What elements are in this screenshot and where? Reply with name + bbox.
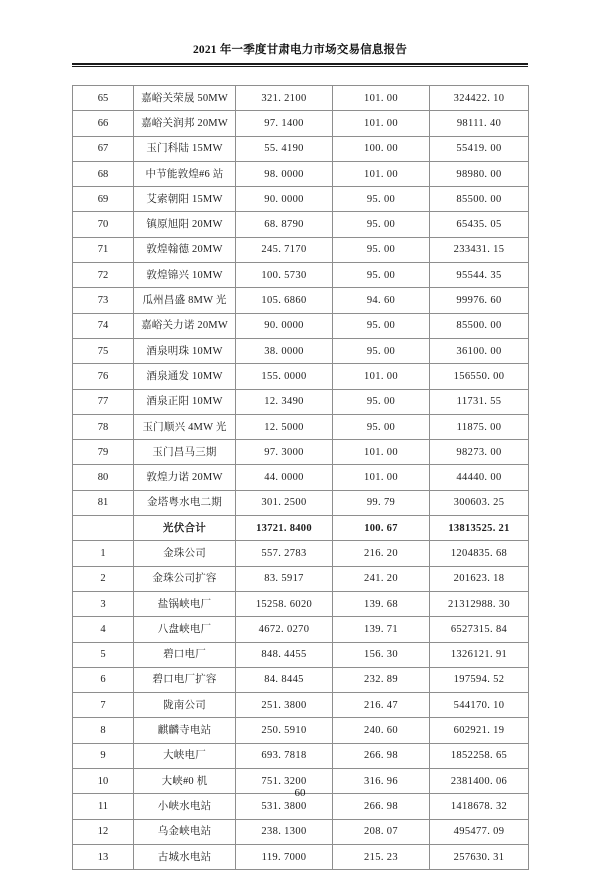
page-number: 60 [294,787,306,799]
cell-name: 光伏合计 [134,516,236,541]
cell-name: 金珠公司扩容 [134,566,236,591]
cell-index: 3 [73,591,134,616]
cell-price: 95. 00 [333,338,430,363]
cell-amount: 1852258. 65 [430,743,529,768]
cell-price: 101. 00 [333,364,430,389]
cell-quantity: 250. 5910 [236,718,333,743]
table-row [73,819,529,844]
cell-index: 77 [73,389,134,414]
cell-index: 13 [73,844,134,869]
cell-amount: 2381400. 06 [430,769,529,794]
cell-quantity: 84. 8445 [236,667,333,692]
cell-quantity: 531. 3800 [236,794,333,819]
cell-quantity: 693. 7818 [236,743,333,768]
table-row [73,288,529,313]
cell-quantity: 44. 0000 [236,465,333,490]
cell-index: 10 [73,769,134,794]
cell-price: 139. 71 [333,617,430,642]
cell-name: 古城水电站 [134,844,236,869]
table-row [73,591,529,616]
cell-name: 玉门昌马三期 [134,440,236,465]
cell-amount: 300603. 25 [430,490,529,515]
data-table-container [72,85,528,870]
cell-name: 中节能敦煌#6 站 [134,161,236,186]
cell-quantity: 751. 3200 [236,769,333,794]
cell-price: 101. 00 [333,440,430,465]
table-row [73,364,529,389]
cell-name: 嘉峪关荣晟 50MW [134,86,236,111]
table-row [73,86,529,111]
cell-index: 5 [73,642,134,667]
cell-price: 101. 00 [333,111,430,136]
table-row [73,212,529,237]
cell-amount: 1418678. 32 [430,794,529,819]
table-row [73,313,529,338]
cell-name: 金塔粤水电二期 [134,490,236,515]
cell-price: 94. 60 [333,288,430,313]
cell-index: 74 [73,313,134,338]
cell-price: 216. 47 [333,693,430,718]
cell-name: 大峡#0 机 [134,769,236,794]
cell-price: 95. 00 [333,187,430,212]
cell-price: 139. 68 [333,591,430,616]
cell-quantity: 90. 0000 [236,187,333,212]
table-row [73,187,529,212]
cell-index: 70 [73,212,134,237]
cell-price: 241. 20 [333,566,430,591]
cell-quantity: 97. 3000 [236,440,333,465]
cell-name: 乌金峡电站 [134,819,236,844]
cell-quantity: 321. 2100 [236,86,333,111]
cell-amount: 11875. 00 [430,414,529,439]
cell-quantity: 301. 2500 [236,490,333,515]
cell-index: 6 [73,667,134,692]
cell-amount: 98111. 40 [430,111,529,136]
table-row [73,414,529,439]
cell-quantity: 38. 0000 [236,338,333,363]
cell-name: 敦煌力诺 20MW [134,465,236,490]
cell-price: 316. 96 [333,769,430,794]
cell-quantity: 557. 2783 [236,541,333,566]
cell-price: 95. 00 [333,237,430,262]
cell-name: 酒泉明珠 10MW [134,338,236,363]
cell-index: 72 [73,263,134,288]
table-row [73,136,529,161]
table-row [73,338,529,363]
cell-amount: 98980. 00 [430,161,529,186]
cell-index [73,516,134,541]
cell-amount: 13813525. 21 [430,516,529,541]
cell-name: 陇南公司 [134,693,236,718]
cell-quantity: 55. 4190 [236,136,333,161]
cell-price: 208. 07 [333,819,430,844]
cell-name: 八盘峡电厂 [134,617,236,642]
cell-amount: 98273. 00 [430,440,529,465]
cell-amount: 602921. 19 [430,718,529,743]
cell-index: 4 [73,617,134,642]
cell-amount: 324422. 10 [430,86,529,111]
cell-index: 11 [73,794,134,819]
cell-name: 镇原旭阳 20MW [134,212,236,237]
cell-index: 66 [73,111,134,136]
cell-quantity: 12. 5000 [236,414,333,439]
cell-quantity: 68. 8790 [236,212,333,237]
cell-index: 79 [73,440,134,465]
cell-name: 盐锅峡电厂 [134,591,236,616]
cell-quantity: 98. 0000 [236,161,333,186]
cell-quantity: 251. 3800 [236,693,333,718]
cell-name: 瓜州昌盛 8MW 光 [134,288,236,313]
cell-price: 101. 00 [333,86,430,111]
header-rule-thick [72,63,528,65]
table-row [73,693,529,718]
cell-price: 95. 00 [333,263,430,288]
cell-quantity: 245. 7170 [236,237,333,262]
header-rule-thin [72,66,528,67]
cell-index: 81 [73,490,134,515]
cell-price: 101. 00 [333,161,430,186]
table-row [73,111,529,136]
cell-name: 酒泉正阳 10MW [134,389,236,414]
cell-name: 敦煌翰德 20MW [134,237,236,262]
cell-price: 95. 00 [333,414,430,439]
table-row [73,617,529,642]
cell-amount: 95544. 35 [430,263,529,288]
cell-amount: 11731. 55 [430,389,529,414]
table-row [73,161,529,186]
cell-amount: 156550. 00 [430,364,529,389]
cell-quantity: 15258. 6020 [236,591,333,616]
cell-price: 99. 79 [333,490,430,515]
cell-quantity: 90. 0000 [236,313,333,338]
cell-amount: 197594. 52 [430,667,529,692]
cell-quantity: 4672. 0270 [236,617,333,642]
cell-amount: 1326121. 91 [430,642,529,667]
cell-price: 240. 60 [333,718,430,743]
cell-index: 69 [73,187,134,212]
table-row [73,642,529,667]
cell-index: 80 [73,465,134,490]
cell-amount: 85500. 00 [430,187,529,212]
cell-quantity: 100. 5730 [236,263,333,288]
cell-amount: 201623. 18 [430,566,529,591]
cell-index: 65 [73,86,134,111]
cell-amount: 55419. 00 [430,136,529,161]
cell-name: 小峡水电站 [134,794,236,819]
cell-price: 95. 00 [333,389,430,414]
cell-name: 玉门顺兴 4MW 光 [134,414,236,439]
cell-name: 嘉峪关力诺 20MW [134,313,236,338]
cell-index: 9 [73,743,134,768]
cell-quantity: 97. 1400 [236,111,333,136]
cell-index: 2 [73,566,134,591]
table-row [73,237,529,262]
table-row [73,389,529,414]
cell-quantity: 238. 1300 [236,819,333,844]
cell-amount: 257630. 31 [430,844,529,869]
cell-name: 嘉峪关润邦 20MW [134,111,236,136]
cell-name: 玉门科陆 15MW [134,136,236,161]
cell-name: 酒泉通发 10MW [134,364,236,389]
cell-index: 71 [73,237,134,262]
cell-quantity: 119. 7000 [236,844,333,869]
table-total-row [73,516,529,541]
cell-amount: 21312988. 30 [430,591,529,616]
cell-amount: 85500. 00 [430,313,529,338]
table-body [73,86,529,870]
table-row [73,566,529,591]
cell-price: 101. 00 [333,465,430,490]
cell-index: 78 [73,414,134,439]
cell-name: 麒麟寺电站 [134,718,236,743]
cell-index: 68 [73,161,134,186]
cell-amount: 495477. 09 [430,819,529,844]
cell-quantity: 105. 6860 [236,288,333,313]
cell-amount: 1204835. 68 [430,541,529,566]
cell-name: 敦煌锦兴 10MW [134,263,236,288]
cell-index: 1 [73,541,134,566]
header-title: 2021 年一季度甘肃电力市场交易信息报告 [192,44,408,56]
table-row [73,541,529,566]
cell-index: 67 [73,136,134,161]
cell-price: 156. 30 [333,642,430,667]
cell-quantity: 155. 0000 [236,364,333,389]
cell-quantity: 83. 5917 [236,566,333,591]
cell-price: 95. 00 [333,313,430,338]
cell-price: 266. 98 [333,743,430,768]
cell-price: 232. 89 [333,667,430,692]
header-rule-divider [72,63,528,67]
table-row [73,465,529,490]
cell-name: 大峡电厂 [134,743,236,768]
cell-price: 100. 67 [333,516,430,541]
cell-quantity: 12. 3490 [236,389,333,414]
cell-amount: 65435. 05 [430,212,529,237]
cell-amount: 544170. 10 [430,693,529,718]
table-row [73,490,529,515]
cell-name: 金珠公司 [134,541,236,566]
cell-price: 216. 20 [333,541,430,566]
generation-data-table [72,85,529,870]
cell-index: 12 [73,819,134,844]
cell-price: 266. 98 [333,794,430,819]
cell-index: 76 [73,364,134,389]
cell-quantity: 848. 4455 [236,642,333,667]
table-row [73,743,529,768]
cell-amount: 6527315. 84 [430,617,529,642]
cell-index: 8 [73,718,134,743]
cell-index: 75 [73,338,134,363]
table-row [73,440,529,465]
cell-price: 100. 00 [333,136,430,161]
cell-name: 碧口电厂扩容 [134,667,236,692]
table-row [73,667,529,692]
cell-price: 215. 23 [333,844,430,869]
table-row [73,718,529,743]
cell-amount: 36100. 00 [430,338,529,363]
cell-price: 95. 00 [333,212,430,237]
cell-index: 7 [73,693,134,718]
table-row [73,844,529,869]
cell-index: 73 [73,288,134,313]
cell-amount: 233431. 15 [430,237,529,262]
cell-quantity: 13721. 8400 [236,516,333,541]
table-row [73,263,529,288]
cell-amount: 44440. 00 [430,465,529,490]
running-header [0,42,600,58]
cell-name: 艾索朝阳 15MW [134,187,236,212]
cell-name: 碧口电厂 [134,642,236,667]
cell-amount: 99976. 60 [430,288,529,313]
